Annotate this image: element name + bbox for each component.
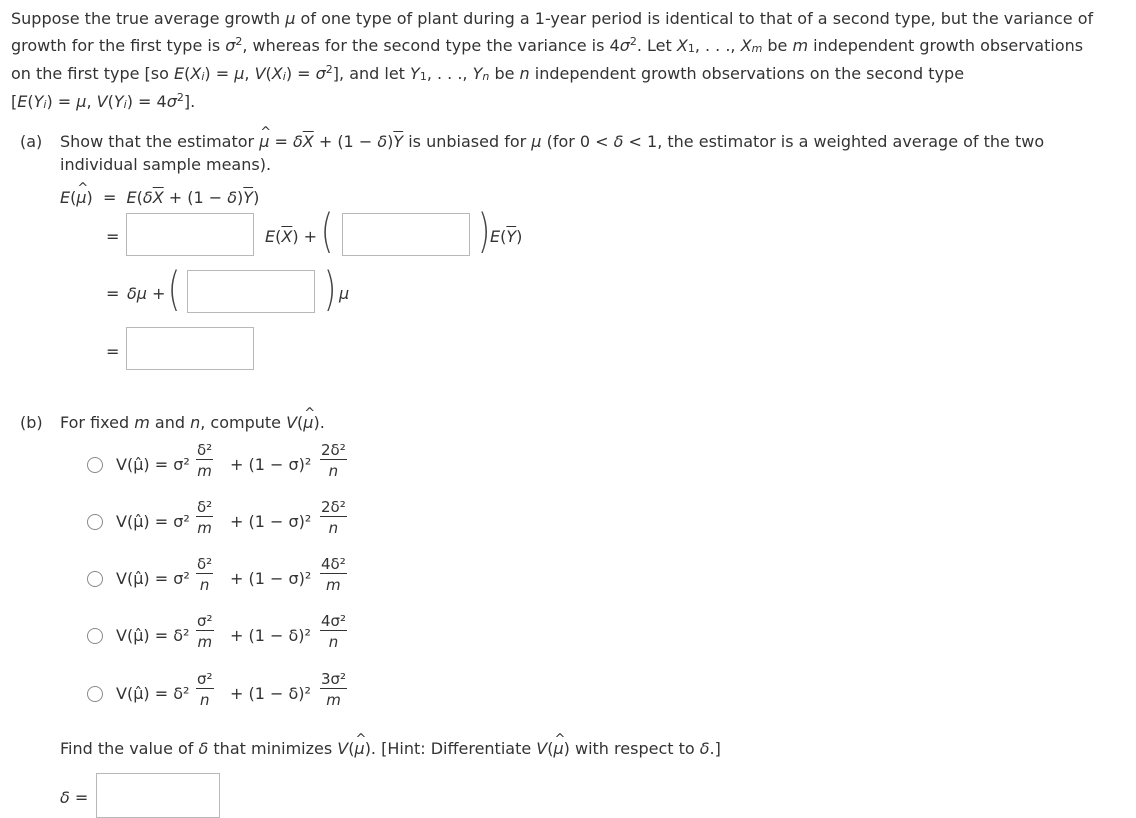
intro-line-4: [$E(Y_i) = \mu$, $V(Y_i) = 4\sigma^2$]. <box>11 91 196 111</box>
option-middle: + (1 − σ)² <box>230 455 312 474</box>
right-paren-1: ) <box>477 204 491 258</box>
first-fraction <box>196 441 213 482</box>
second-numerator: 4δ² <box>321 555 346 573</box>
option-lhs: V(μ̂) = δ² <box>116 684 190 703</box>
second-denominator: n <box>328 462 339 480</box>
expectation-result-input[interactable] <box>126 327 254 370</box>
first-fraction <box>196 498 213 539</box>
radio-button[interactable] <box>87 571 103 587</box>
first-numerator: σ² <box>197 670 213 688</box>
part-b-prompt: For fixed m and n, compute V(^ μ). <box>60 411 325 435</box>
radio-button[interactable] <box>87 628 103 644</box>
left-paren-1: ( <box>320 204 334 258</box>
equals-sign-2: = <box>106 284 120 303</box>
option-lhs: V(μ̂) = σ² <box>116 569 190 588</box>
intro-line-2: growth for the first type is $\sigma^2$, whereas for the second type the variance is $4\sigma^2$. Let $X_1$, . . ., $X_m$ be m independent growth observations <box>11 35 1084 55</box>
minimize-prompt: Find the value of δ that minimizes V(^ μ). [Hint: Differentiate V(^ μ) with respect to δ.] <box>60 737 721 761</box>
mu-coefficient-input[interactable] <box>187 270 315 313</box>
option-middle: + (1 − δ)² <box>230 626 311 645</box>
radio-button[interactable] <box>87 457 103 473</box>
second-numerator: 2δ² <box>321 498 346 516</box>
option-middle: + (1 − σ)² <box>230 569 312 588</box>
expectation-expression: E(^ $\mu) = E(\delta\overline{X} + (1 - \delta)\overline{Y})$ <box>60 186 259 210</box>
part-a-label: (a) <box>20 132 43 151</box>
one-minus-delta-input[interactable] <box>342 213 470 256</box>
delta-label: δ = <box>60 788 89 807</box>
second-numerator: 3σ² <box>321 670 347 688</box>
right-paren-2: ) <box>323 262 337 316</box>
first-denominator: m <box>197 519 212 537</box>
first-fraction <box>196 555 213 596</box>
option-middle: + (1 − σ)² <box>230 512 312 531</box>
first-numerator: δ² <box>197 441 213 459</box>
expected-x-term: $E(\overline{X})$ + <box>265 227 318 246</box>
first-numerator: σ² <box>197 612 213 630</box>
second-fraction <box>320 498 347 539</box>
first-fraction <box>196 670 214 711</box>
first-denominator: n <box>199 576 210 594</box>
second-fraction <box>320 441 347 482</box>
radio-button[interactable] <box>87 514 103 530</box>
first-fraction <box>196 612 214 653</box>
second-fraction <box>320 670 347 711</box>
first-denominator: n <box>200 691 210 709</box>
intro-line-3: on the first type [so $E(X_i) = \mu$, $V(X_i) = \sigma^2$], and let $Y_1$, . . ., $Y_n$ be n independent growth observations on the second type <box>11 63 965 83</box>
mu-symbol: μ <box>339 284 350 303</box>
left-paren-2: ( <box>167 262 181 316</box>
second-fraction <box>320 555 347 596</box>
second-numerator: 4σ² <box>321 612 347 630</box>
radio-button[interactable] <box>87 686 103 702</box>
second-denominator: n <box>328 519 339 537</box>
first-denominator: m <box>197 633 213 651</box>
second-numerator: 2δ² <box>321 441 346 459</box>
delta-answer-input[interactable] <box>96 773 220 818</box>
delta-mu-term: δμ + <box>127 284 166 303</box>
part-a-prompt-line-1: Show that the estimator ^ $\mu = \delta\overline{X} + (1 - \delta)\overline{Y}$ is unbiased for μ (for 0 < δ < 1, the estimator is a weighted average of the two <box>60 130 1044 154</box>
intro-line-1: Suppose the true average growth μ of one type of plant during a 1-year period is identical to that of a second type, but the variance of <box>11 9 1094 28</box>
first-numerator: δ² <box>197 555 213 573</box>
part-a-prompt-line-2: individual sample means). <box>60 155 272 174</box>
delta-coefficient-input[interactable] <box>126 213 254 256</box>
second-denominator: m <box>326 691 341 709</box>
second-fraction <box>320 612 347 653</box>
option-lhs: V(μ̂) = δ² <box>116 626 190 645</box>
second-denominator: n <box>328 633 339 651</box>
option-lhs: V(μ̂) = σ² <box>116 455 190 474</box>
equals-sign-1: = <box>106 227 120 246</box>
option-lhs: V(μ̂) = σ² <box>116 512 190 531</box>
part-b-label: (b) <box>20 413 43 432</box>
second-denominator: m <box>326 576 341 594</box>
expected-y-term: $E(\overline{Y})$ <box>490 227 523 246</box>
first-denominator: m <box>197 462 212 480</box>
equals-sign-3: = <box>106 342 120 361</box>
first-numerator: δ² <box>197 498 213 516</box>
option-middle: + (1 − δ)² <box>230 684 311 703</box>
